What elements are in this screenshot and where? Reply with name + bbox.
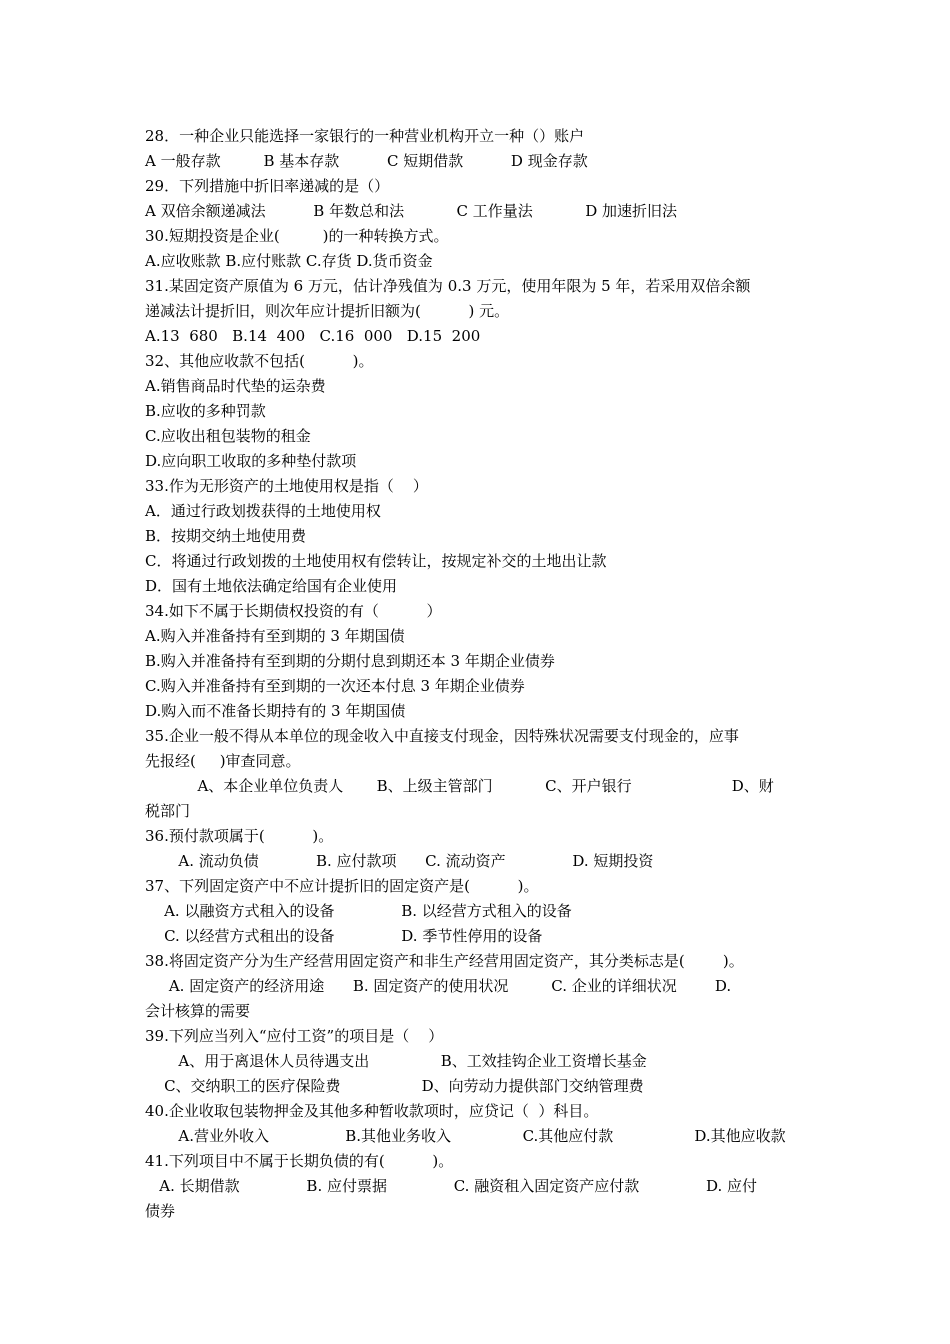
question-41: 41.下列项目中不属于长期负债的有( )。 [145,1152,454,1170]
question-37: 37、下列固定资产中不应计提折旧的固定资产是( )。 [145,877,539,895]
question-31-options: A.13 680 B.14 400 C.16 000 D.15 200 [145,327,481,345]
question-31: 31.某固定资产原值为 6 万元，估计净残值为 0.3 万元，使用年限为 5 年，若采用双倍余额 [145,277,751,295]
question-33-option-c: C．将通过行政划拨的土地使用权有偿转让，按规定补交的土地出让款 [145,552,607,570]
question-28: 28．一种企业只能选择一家银行的一种营业机构开立一种（）账户 [145,127,585,145]
question-39: 39.下列应当列入“应付工资”的项目是（ ） [145,1027,444,1045]
question-39-options-ab: A、用于离退休人员待遇支出 B、工效挂钩企业工资增长基金 [145,1052,647,1070]
question-32-option-b: B.应收的多种罚款 [145,402,266,420]
question-33-option-d: D．国有土地依法确定给国有企业使用 [145,577,398,595]
question-40: 40.企业收取包装物押金及其他多种暂收款项时，应贷记（ ）科目。 [145,1102,599,1120]
question-34: 34.如下不属于长期债权投资的有（ ） [145,602,442,620]
question-39-options-cd: C、交纳职工的医疗保险费 D、向劳动力提供部门交纳管理费 [145,1077,644,1095]
question-38-options-cont: 会计核算的需要 [145,1002,251,1020]
question-29-options: A 双倍余额递减法 B 年数总和法 C 工作量法 D 加速折旧法 [145,202,678,220]
question-37-options-cd: C. 以经营方式租出的设备 D. 季节性停用的设备 [145,927,543,945]
question-41-options: A. 长期借款 B. 应付票据 C. 融资租入固定资产应付款 D. 应付 [145,1177,757,1195]
question-32-option-a: A.销售商品时代垫的运杂费 [145,377,326,395]
question-35: 35.企业一般不得从本单位的现金收入中直接支付现金，因特殊状况需要支付现金的，应事 [145,727,739,745]
question-34-option-a: A.购入并准备持有至到期的 3 年期国债 [145,627,405,645]
question-36-options: A. 流动负债 B. 应付款项 C. 流动资产 D. 短期投资 [145,852,654,870]
question-29: 29．下列措施中折旧率递减的是（） [145,177,390,195]
question-41-options-cont: 债券 [145,1202,176,1220]
question-38-options: A. 固定资产的经济用途 B. 固定资产的使用状况 C. 企业的详细状况 D. [145,977,732,995]
question-35-options: A、本企业单位负责人 B、上级主管部门 C、开户银行 D、财 [145,777,774,795]
question-32-option-c: C.应收出租包装物的租金 [145,427,311,445]
question-30-options: A.应收账款 B.应付账款 C.存货 D.货币资金 [145,252,433,270]
question-34-option-d: D.购入而不准备长期持有的 3 年期国债 [145,702,406,720]
question-40-options: A.营业外收入 B.其他业务收入 C.其他应付款 D.其他应收款 [145,1127,786,1145]
question-31-cont: 递减法计提折旧，则次年应计提折旧额为( ) 元。 [145,302,510,320]
question-32-option-d: D.应向职工收取的多种垫付款项 [145,452,357,470]
question-30: 30.短期投资是企业( )的一种转换方式。 [145,227,449,245]
question-33-option-a: A．通过行政划拨获得的土地使用权 [145,502,381,520]
question-35-options-cont: 税部门 [145,802,191,820]
question-36: 36.预付款项属于( )。 [145,827,334,845]
question-33-option-b: B．按期交纳土地使用费 [145,527,307,545]
question-37-options-ab: A. 以融资方式租入的设备 B. 以经营方式租入的设备 [145,902,572,920]
question-34-option-c: C.购入并准备持有至到期的一次还本付息 3 年期企业债券 [145,677,525,695]
question-28-options: A 一般存款 B 基本存款 C 短期借款 D 现金存款 [145,152,588,170]
question-33: 33.作为无形资产的土地使用权是指（ ） [145,477,428,495]
question-34-option-b: B.购入并准备持有至到期的分期付息到期还本 3 年期企业债券 [145,652,555,670]
question-32: 32、其他应收款不包括( )。 [145,352,374,370]
question-35-cont: 先报经( )审查同意。 [145,752,301,770]
question-38: 38.将固定资产分为生产经营用固定资产和非生产经营用固定资产，其分类标志是( )。 [145,952,744,970]
